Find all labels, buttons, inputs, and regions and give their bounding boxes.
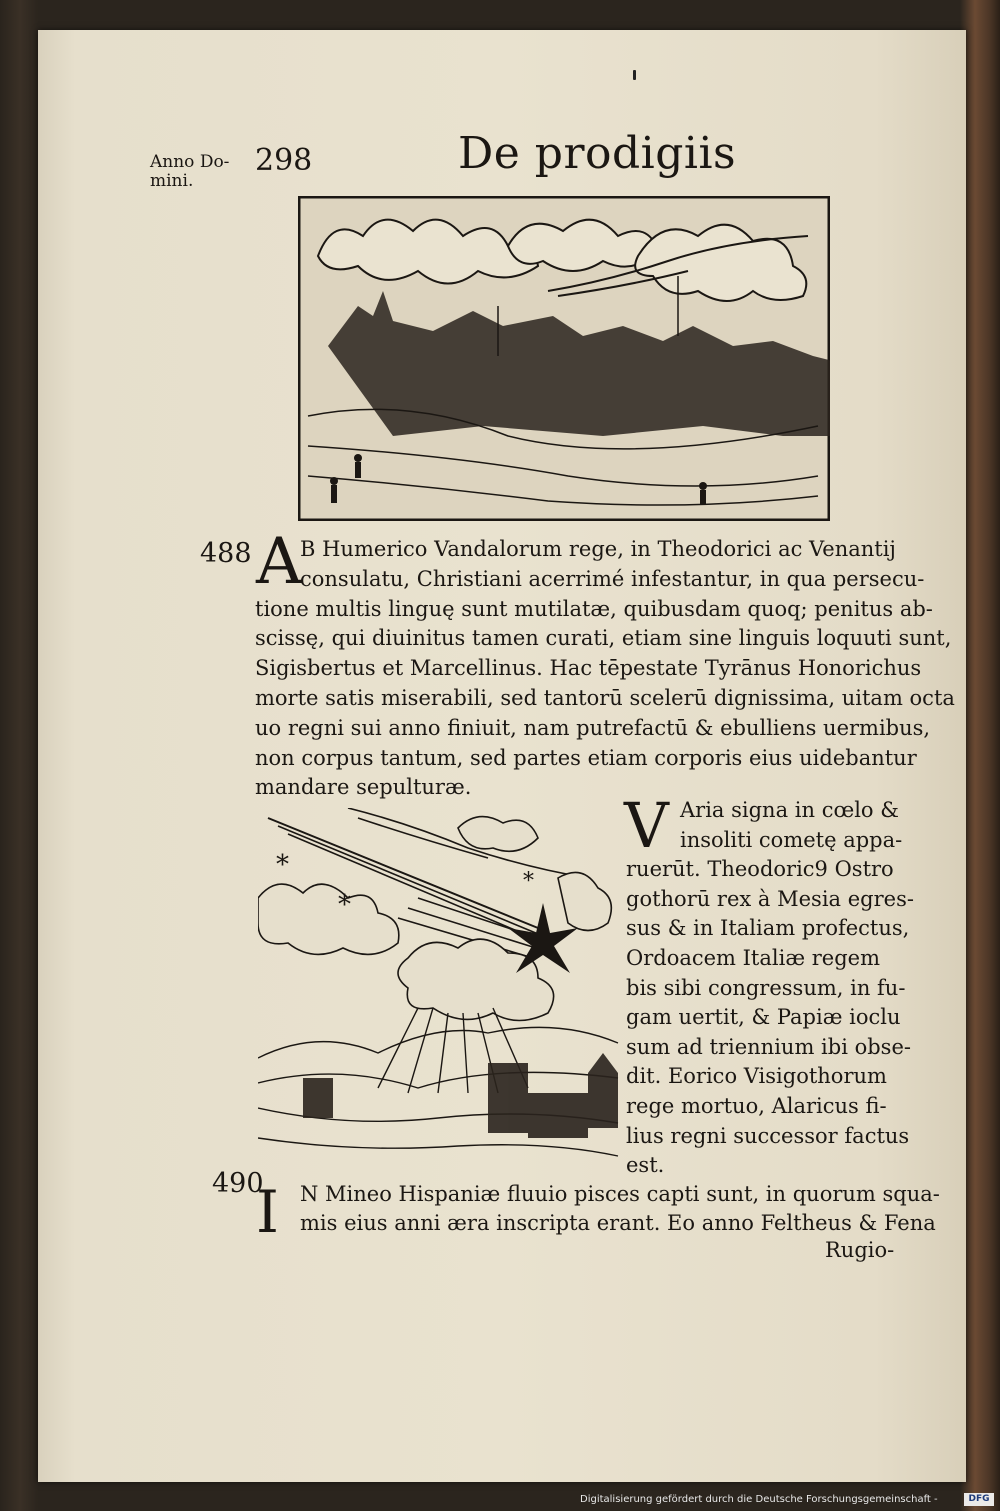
text-line: rege mortuo, Alaricus fi- bbox=[626, 1093, 887, 1118]
margin-year-488: 488 bbox=[200, 538, 252, 569]
dfg-logo: DFG bbox=[964, 1493, 994, 1506]
text-line: B Humerico Vandalorum rege, in Theodorici ac Venantij bbox=[300, 537, 896, 561]
dropcap-a: A bbox=[256, 525, 303, 599]
text-line: consulatu, Christiani acerrimé infestantur, in qua persecu- bbox=[300, 566, 925, 591]
text-line: scissę, qui diuinitus tamen curati, etiam sine linguis loquuti sunt, bbox=[255, 626, 952, 651]
margin-year-490: 490 bbox=[212, 1168, 264, 1199]
folio-number: 298 bbox=[255, 143, 313, 178]
catchword: Rugio- bbox=[825, 1238, 895, 1262]
woodcut-town-illustration bbox=[298, 196, 830, 521]
text-line: ruerūt. Theodoric9 Ostro bbox=[626, 857, 894, 882]
text-line: uo regni sui anno finiuit, nam putrefactū & ebulliens uermibus, bbox=[255, 715, 931, 740]
anno-domini-label bbox=[150, 153, 229, 191]
text-line: Sigisbertus et Marcellinus. Hac tēpestate Tyrānus Honorichus bbox=[255, 656, 922, 681]
anno-line-1: Anno Do- bbox=[150, 152, 230, 172]
digitization-credit: Digitalisierung gefördert durch die Deutsche Forschungsgemeinschaft - bbox=[580, 1494, 938, 1505]
woodcut-comet-illustration bbox=[258, 808, 620, 1176]
text-line: morte satis miserabili, sed tantorū scelerū dignissima, uitam octa bbox=[255, 685, 955, 710]
text-line: dit. Eorico Visigothorum bbox=[626, 1064, 887, 1089]
text-line: sum ad triennium ibi obse- bbox=[626, 1034, 911, 1059]
paragraph-488 bbox=[255, 535, 955, 803]
paragraph-comets bbox=[626, 796, 914, 1181]
text-line: non corpus tantum, sed partes etiam corporis eius uidebantur bbox=[255, 745, 917, 770]
text-line: mandare sepulturæ. bbox=[255, 775, 472, 800]
ink-mark bbox=[633, 70, 636, 80]
text-line: sus & in Italiam profectus, bbox=[626, 916, 910, 941]
svg-text:*: * bbox=[276, 850, 289, 880]
svg-text:*: * bbox=[523, 869, 534, 894]
svg-text:*: * bbox=[338, 890, 351, 920]
text-line: gothorū rex à Mesia egres- bbox=[626, 886, 914, 911]
text-line: lius regni successor factus bbox=[626, 1123, 910, 1148]
text-line: N Mineo Hispaniæ fluuio pisces capti sunt, in quorum squa- bbox=[300, 1182, 940, 1206]
text-line: tione multis linguę sunt mutilatæ, quibusdam quoq; penitus ab- bbox=[255, 596, 933, 621]
paragraph-490 bbox=[300, 1180, 940, 1238]
text-line: Aria signa in cœlo & bbox=[680, 798, 899, 822]
dropcap-i: I bbox=[256, 1178, 279, 1246]
text-line: insoliti cometę appa- bbox=[680, 827, 903, 852]
anno-line-2: mini. bbox=[150, 171, 194, 191]
text-line: bis sibi congressum, in fu- bbox=[626, 975, 906, 1000]
text-line: gam uertit, & Papiæ ioclu bbox=[626, 1005, 901, 1030]
running-title: De prodigiis bbox=[458, 128, 737, 179]
dropcap-v: V bbox=[624, 789, 669, 862]
text-line: Ordoacem Italiæ regem bbox=[626, 945, 880, 970]
text-line: est. bbox=[626, 1153, 665, 1178]
text-line: mis eius anni æra inscripta erant. Eo anno Feltheus & Fena bbox=[300, 1211, 936, 1235]
